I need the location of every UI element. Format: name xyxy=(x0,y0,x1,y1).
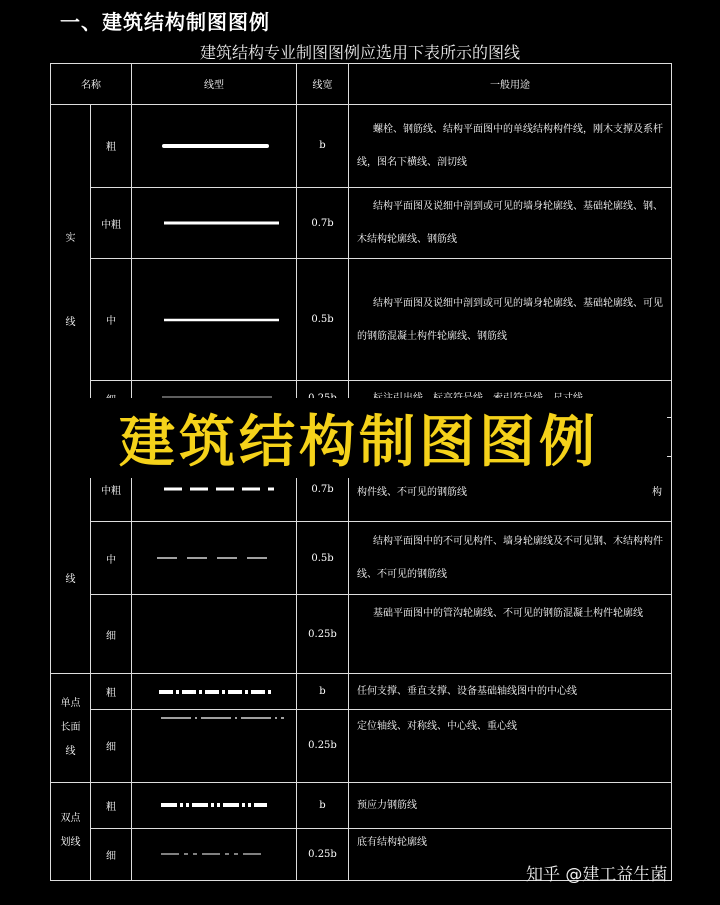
line-usage: 螺栓、钢筋线、结构平面图中的单线结构构件线，刚木支撑及系杆线，图名下横线、剖切线 xyxy=(349,104,672,187)
table-row xyxy=(51,259,672,381)
sub-type: 细 xyxy=(91,595,132,674)
table-row xyxy=(51,188,672,259)
table-caption: 建筑结构专业制图图例应选用下表所示的图线 xyxy=(199,43,520,62)
sub-type: 中粗 xyxy=(91,188,132,259)
sub-type: 中 xyxy=(91,522,132,595)
line-usage: 基础平面图中的管沟轮廓线、不可见的钢筋混凝土构件轮廓线 xyxy=(349,595,672,674)
header-name: 名称 xyxy=(51,64,132,105)
line-sample-dash-dot-thick xyxy=(132,674,297,709)
line-usage: 结构平面图及说细中剖到或可见的墙身轮廓线、基础轮廓线、钢、木结构轮廓线、钢筋线 xyxy=(349,188,672,259)
clipped-text-fragment: 构 xyxy=(652,487,662,498)
table-row xyxy=(51,104,672,187)
line-usage: 结构平面图及说细中剖到或可见的墙身轮廓线、基础轮廓线、可见的钢筋混凝土构件轮廓线、钢筋线 xyxy=(349,259,672,381)
line-usage: 底有结构轮廓线 xyxy=(349,828,672,880)
line-sample-dashed-medium xyxy=(132,522,297,595)
line-usage: 构件线、不可见的钢筋线 xyxy=(349,457,672,522)
line-width: 0.25b xyxy=(297,595,349,674)
category-double-dot: 双点 划线 xyxy=(51,782,91,880)
line-usage: 预应力钢筋线 xyxy=(349,782,672,828)
line-sample-double-dot-thin xyxy=(132,828,297,880)
line-width: 0.25b xyxy=(297,709,349,782)
line-width: b xyxy=(297,674,349,709)
sub-type: 中 xyxy=(91,259,132,381)
line-usage: 定位轴线、对称线、中心线、重心线 xyxy=(349,709,672,782)
line-width: 0.5b xyxy=(297,259,349,381)
line-width: 0.5b xyxy=(297,522,349,595)
line-width: 0.7b xyxy=(297,188,349,259)
line-usage: 任何支撑、垂直支撑、设备基础轴线图中的中心线 xyxy=(349,674,672,709)
line-usage: 结构平面图中的不可见构件、墙身轮廓线及不可见钢、木结构构件线、不可见的钢筋线 xyxy=(349,522,672,595)
sub-type: 粗 xyxy=(91,674,132,709)
sub-type: 粗 xyxy=(91,782,132,828)
line-sample-double-dot-thick xyxy=(132,782,297,828)
header-use: 一般用途 xyxy=(349,64,672,105)
header-width: 线宽 xyxy=(297,64,349,105)
sub-type: 细 xyxy=(91,709,132,782)
line-width: b xyxy=(297,782,349,828)
line-width: 0.7b xyxy=(297,457,349,522)
category-solid: 实 线 xyxy=(51,104,91,457)
table-row xyxy=(51,595,672,674)
header-row xyxy=(51,64,672,105)
header-type: 线型 xyxy=(132,64,297,105)
category-dashed: 线 xyxy=(51,457,91,674)
page-heading: 一、建筑结构制图图例 xyxy=(60,10,270,34)
sub-type: 细 xyxy=(91,828,132,880)
watermark: 知乎 @建工益生菌 xyxy=(526,865,668,885)
line-sample-solid-medium-thick xyxy=(132,188,297,259)
overlay-banner xyxy=(51,398,667,478)
line-width: b xyxy=(297,104,349,187)
line-sample-dash-dot-thin xyxy=(132,709,297,782)
sub-type: 中粗 xyxy=(91,457,132,522)
table-row xyxy=(51,782,672,828)
line-sample-solid-thick xyxy=(132,104,297,187)
table-row xyxy=(51,522,672,595)
sub-type: 粗 xyxy=(91,104,132,187)
line-width: 0.25b xyxy=(297,828,349,880)
line-sample-dashed-thin xyxy=(132,595,297,674)
category-single-dot: 单点 长面 线 xyxy=(51,674,91,783)
banner-title: 建筑结构制图图例 xyxy=(119,410,599,475)
table-row xyxy=(51,674,672,709)
line-sample-solid-medium xyxy=(132,259,297,381)
table-row xyxy=(51,709,672,782)
